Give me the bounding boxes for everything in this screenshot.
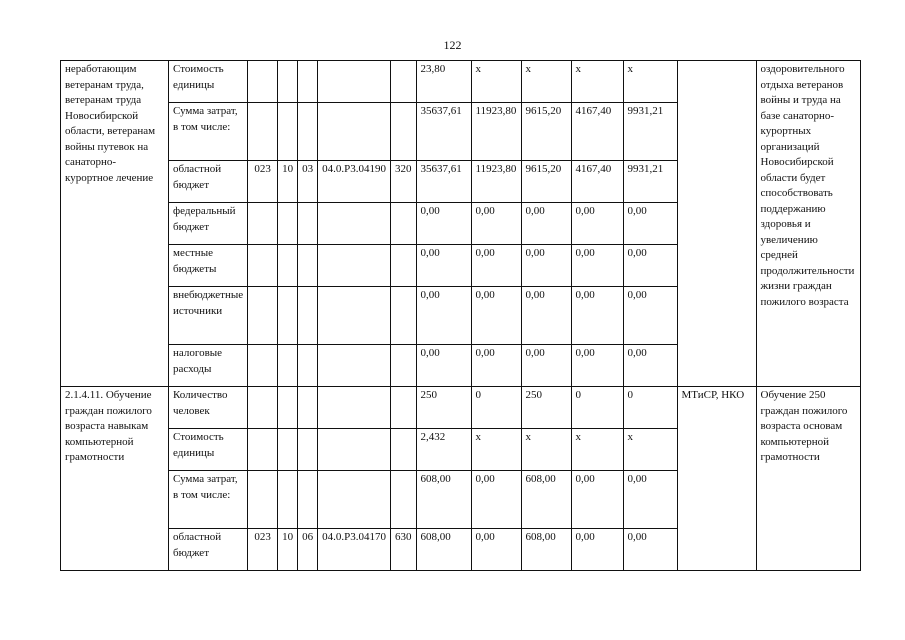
rz-cell xyxy=(278,61,298,103)
value-year-3: 4167,40 xyxy=(571,161,623,203)
value-year-1: x xyxy=(471,61,521,103)
value-year-4: 9931,21 xyxy=(623,103,677,161)
budget-table xyxy=(60,60,861,571)
activity-name: неработающим ветеранам труда, ветеранам труда Новосибирской области, ветеранам войны путевок на санаторно-курортное лечение xyxy=(61,61,169,387)
csr-cell xyxy=(318,61,391,103)
value-year-2: 0,00 xyxy=(521,203,571,245)
csr-cell xyxy=(318,387,391,429)
grbs-cell: 023 xyxy=(248,529,278,571)
rz-cell xyxy=(278,103,298,161)
pr-cell xyxy=(298,203,318,245)
csr-cell xyxy=(318,429,391,471)
indicator-label: областной бюджет xyxy=(169,161,248,203)
rz-cell xyxy=(278,245,298,287)
value-year-3: 0 xyxy=(571,387,623,429)
grbs-cell xyxy=(248,203,278,245)
value-year-1: x xyxy=(471,429,521,471)
rz-cell xyxy=(278,203,298,245)
rz-cell xyxy=(278,345,298,387)
indicator-label: областной бюджет xyxy=(169,529,248,571)
indicator-label: Стоимость единицы xyxy=(169,429,248,471)
grbs-cell xyxy=(248,245,278,287)
value-year-3: 0,00 xyxy=(571,203,623,245)
value-year-4: 0,00 xyxy=(623,203,677,245)
value-total: 35637,61 xyxy=(416,161,471,203)
value-year-2: 608,00 xyxy=(521,471,571,529)
rz-cell: 10 xyxy=(278,161,298,203)
csr-cell: 04.0.P3.04170 xyxy=(318,529,391,571)
value-year-2: 0,00 xyxy=(521,345,571,387)
vr-cell xyxy=(391,429,417,471)
pr-cell xyxy=(298,103,318,161)
page-number: 122 xyxy=(443,38,462,52)
rz-cell xyxy=(278,287,298,345)
value-total: 2,432 xyxy=(416,429,471,471)
value-year-1: 0 xyxy=(471,387,521,429)
value-total: 35637,61 xyxy=(416,103,471,161)
value-year-4: 9931,21 xyxy=(623,161,677,203)
csr-cell xyxy=(318,103,391,161)
value-year-1: 11923,80 xyxy=(471,103,521,161)
value-year-1: 0,00 xyxy=(471,529,521,571)
value-total: 608,00 xyxy=(416,471,471,529)
executor: МТиСР, НКО xyxy=(677,387,756,571)
pr-cell xyxy=(298,429,318,471)
indicator-label: налоговые расходы xyxy=(169,345,248,387)
value-year-4: x xyxy=(623,429,677,471)
grbs-cell xyxy=(248,387,278,429)
value-year-3: 0,00 xyxy=(571,471,623,529)
rz-cell: 10 xyxy=(278,529,298,571)
value-year-2: 608,00 xyxy=(521,529,571,571)
value-year-2: x xyxy=(521,429,571,471)
value-year-1: 0,00 xyxy=(471,471,521,529)
vr-cell: 630 xyxy=(391,529,417,571)
value-year-3: 0,00 xyxy=(571,287,623,345)
value-year-1: 11923,80 xyxy=(471,161,521,203)
value-year-3: x xyxy=(571,61,623,103)
grbs-cell: 023 xyxy=(248,161,278,203)
value-year-2: 250 xyxy=(521,387,571,429)
value-year-1: 0,00 xyxy=(471,245,521,287)
rz-cell xyxy=(278,471,298,529)
grbs-cell xyxy=(248,471,278,529)
pr-cell xyxy=(298,387,318,429)
value-year-4: 0,00 xyxy=(623,529,677,571)
rz-cell xyxy=(278,387,298,429)
executor xyxy=(677,61,756,387)
value-year-3: 0,00 xyxy=(571,245,623,287)
vr-cell xyxy=(391,471,417,529)
indicator-label: Стоимость единицы xyxy=(169,61,248,103)
budget-table-body xyxy=(61,61,861,571)
vr-cell xyxy=(391,287,417,345)
value-year-2: 9615,20 xyxy=(521,103,571,161)
value-year-2: 0,00 xyxy=(521,245,571,287)
value-total: 0,00 xyxy=(416,345,471,387)
value-total: 608,00 xyxy=(416,529,471,571)
csr-cell xyxy=(318,471,391,529)
vr-cell xyxy=(391,345,417,387)
value-year-2: x xyxy=(521,61,571,103)
value-year-3: x xyxy=(571,429,623,471)
vr-cell xyxy=(391,61,417,103)
value-year-4: x xyxy=(623,61,677,103)
value-year-2: 9615,20 xyxy=(521,161,571,203)
value-year-4: 0,00 xyxy=(623,287,677,345)
value-year-3: 0,00 xyxy=(571,345,623,387)
grbs-cell xyxy=(248,61,278,103)
indicator-label: Количество человек xyxy=(169,387,248,429)
csr-cell xyxy=(318,287,391,345)
indicator-label: Сумма затрат, в том числе: xyxy=(169,103,248,161)
indicator-label: местные бюджеты xyxy=(169,245,248,287)
table-row xyxy=(61,387,861,429)
value-year-4: 0,00 xyxy=(623,345,677,387)
pr-cell: 06 xyxy=(298,529,318,571)
activity-name: 2.1.4.11. Обучение граждан пожилого возраста навыкам компьютерной грамотности xyxy=(61,387,169,571)
value-year-4: 0 xyxy=(623,387,677,429)
value-year-1: 0,00 xyxy=(471,287,521,345)
pr-cell xyxy=(298,61,318,103)
value-year-4: 0,00 xyxy=(623,471,677,529)
rz-cell xyxy=(278,429,298,471)
csr-cell xyxy=(318,203,391,245)
value-year-1: 0,00 xyxy=(471,203,521,245)
vr-cell xyxy=(391,103,417,161)
pr-cell: 03 xyxy=(298,161,318,203)
csr-cell: 04.0.P3.04190 xyxy=(318,161,391,203)
table-row xyxy=(61,61,861,103)
value-total: 0,00 xyxy=(416,245,471,287)
value-year-3: 0,00 xyxy=(571,529,623,571)
csr-cell xyxy=(318,345,391,387)
value-year-3: 4167,40 xyxy=(571,103,623,161)
pr-cell xyxy=(298,471,318,529)
vr-cell xyxy=(391,203,417,245)
value-year-1: 0,00 xyxy=(471,345,521,387)
indicator-label: федеральный бюджет xyxy=(169,203,248,245)
indicator-label: Сумма затрат, в том числе: xyxy=(169,471,248,529)
expected-result: оздоровительного отдыха ветеранов войны и труда на базе санаторно-курортных организаций Новосибирской области будет способствовать поддержанию здоровья и увеличению средней продолжительности жизни граждан пожилого возраста xyxy=(756,61,860,387)
value-total: 250 xyxy=(416,387,471,429)
vr-cell xyxy=(391,245,417,287)
value-total: 0,00 xyxy=(416,203,471,245)
vr-cell: 320 xyxy=(391,161,417,203)
value-total: 0,00 xyxy=(416,287,471,345)
grbs-cell xyxy=(248,103,278,161)
vr-cell xyxy=(391,387,417,429)
pr-cell xyxy=(298,287,318,345)
csr-cell xyxy=(318,245,391,287)
pr-cell xyxy=(298,245,318,287)
indicator-label: внебюджетные источники xyxy=(169,287,248,345)
value-year-4: 0,00 xyxy=(623,245,677,287)
expected-result: Обучение 250 граждан пожилого возраста основам компьютерной грамотности xyxy=(756,387,860,571)
grbs-cell xyxy=(248,345,278,387)
value-total: 23,80 xyxy=(416,61,471,103)
value-year-2: 0,00 xyxy=(521,287,571,345)
pr-cell xyxy=(298,345,318,387)
grbs-cell xyxy=(248,287,278,345)
grbs-cell xyxy=(248,429,278,471)
